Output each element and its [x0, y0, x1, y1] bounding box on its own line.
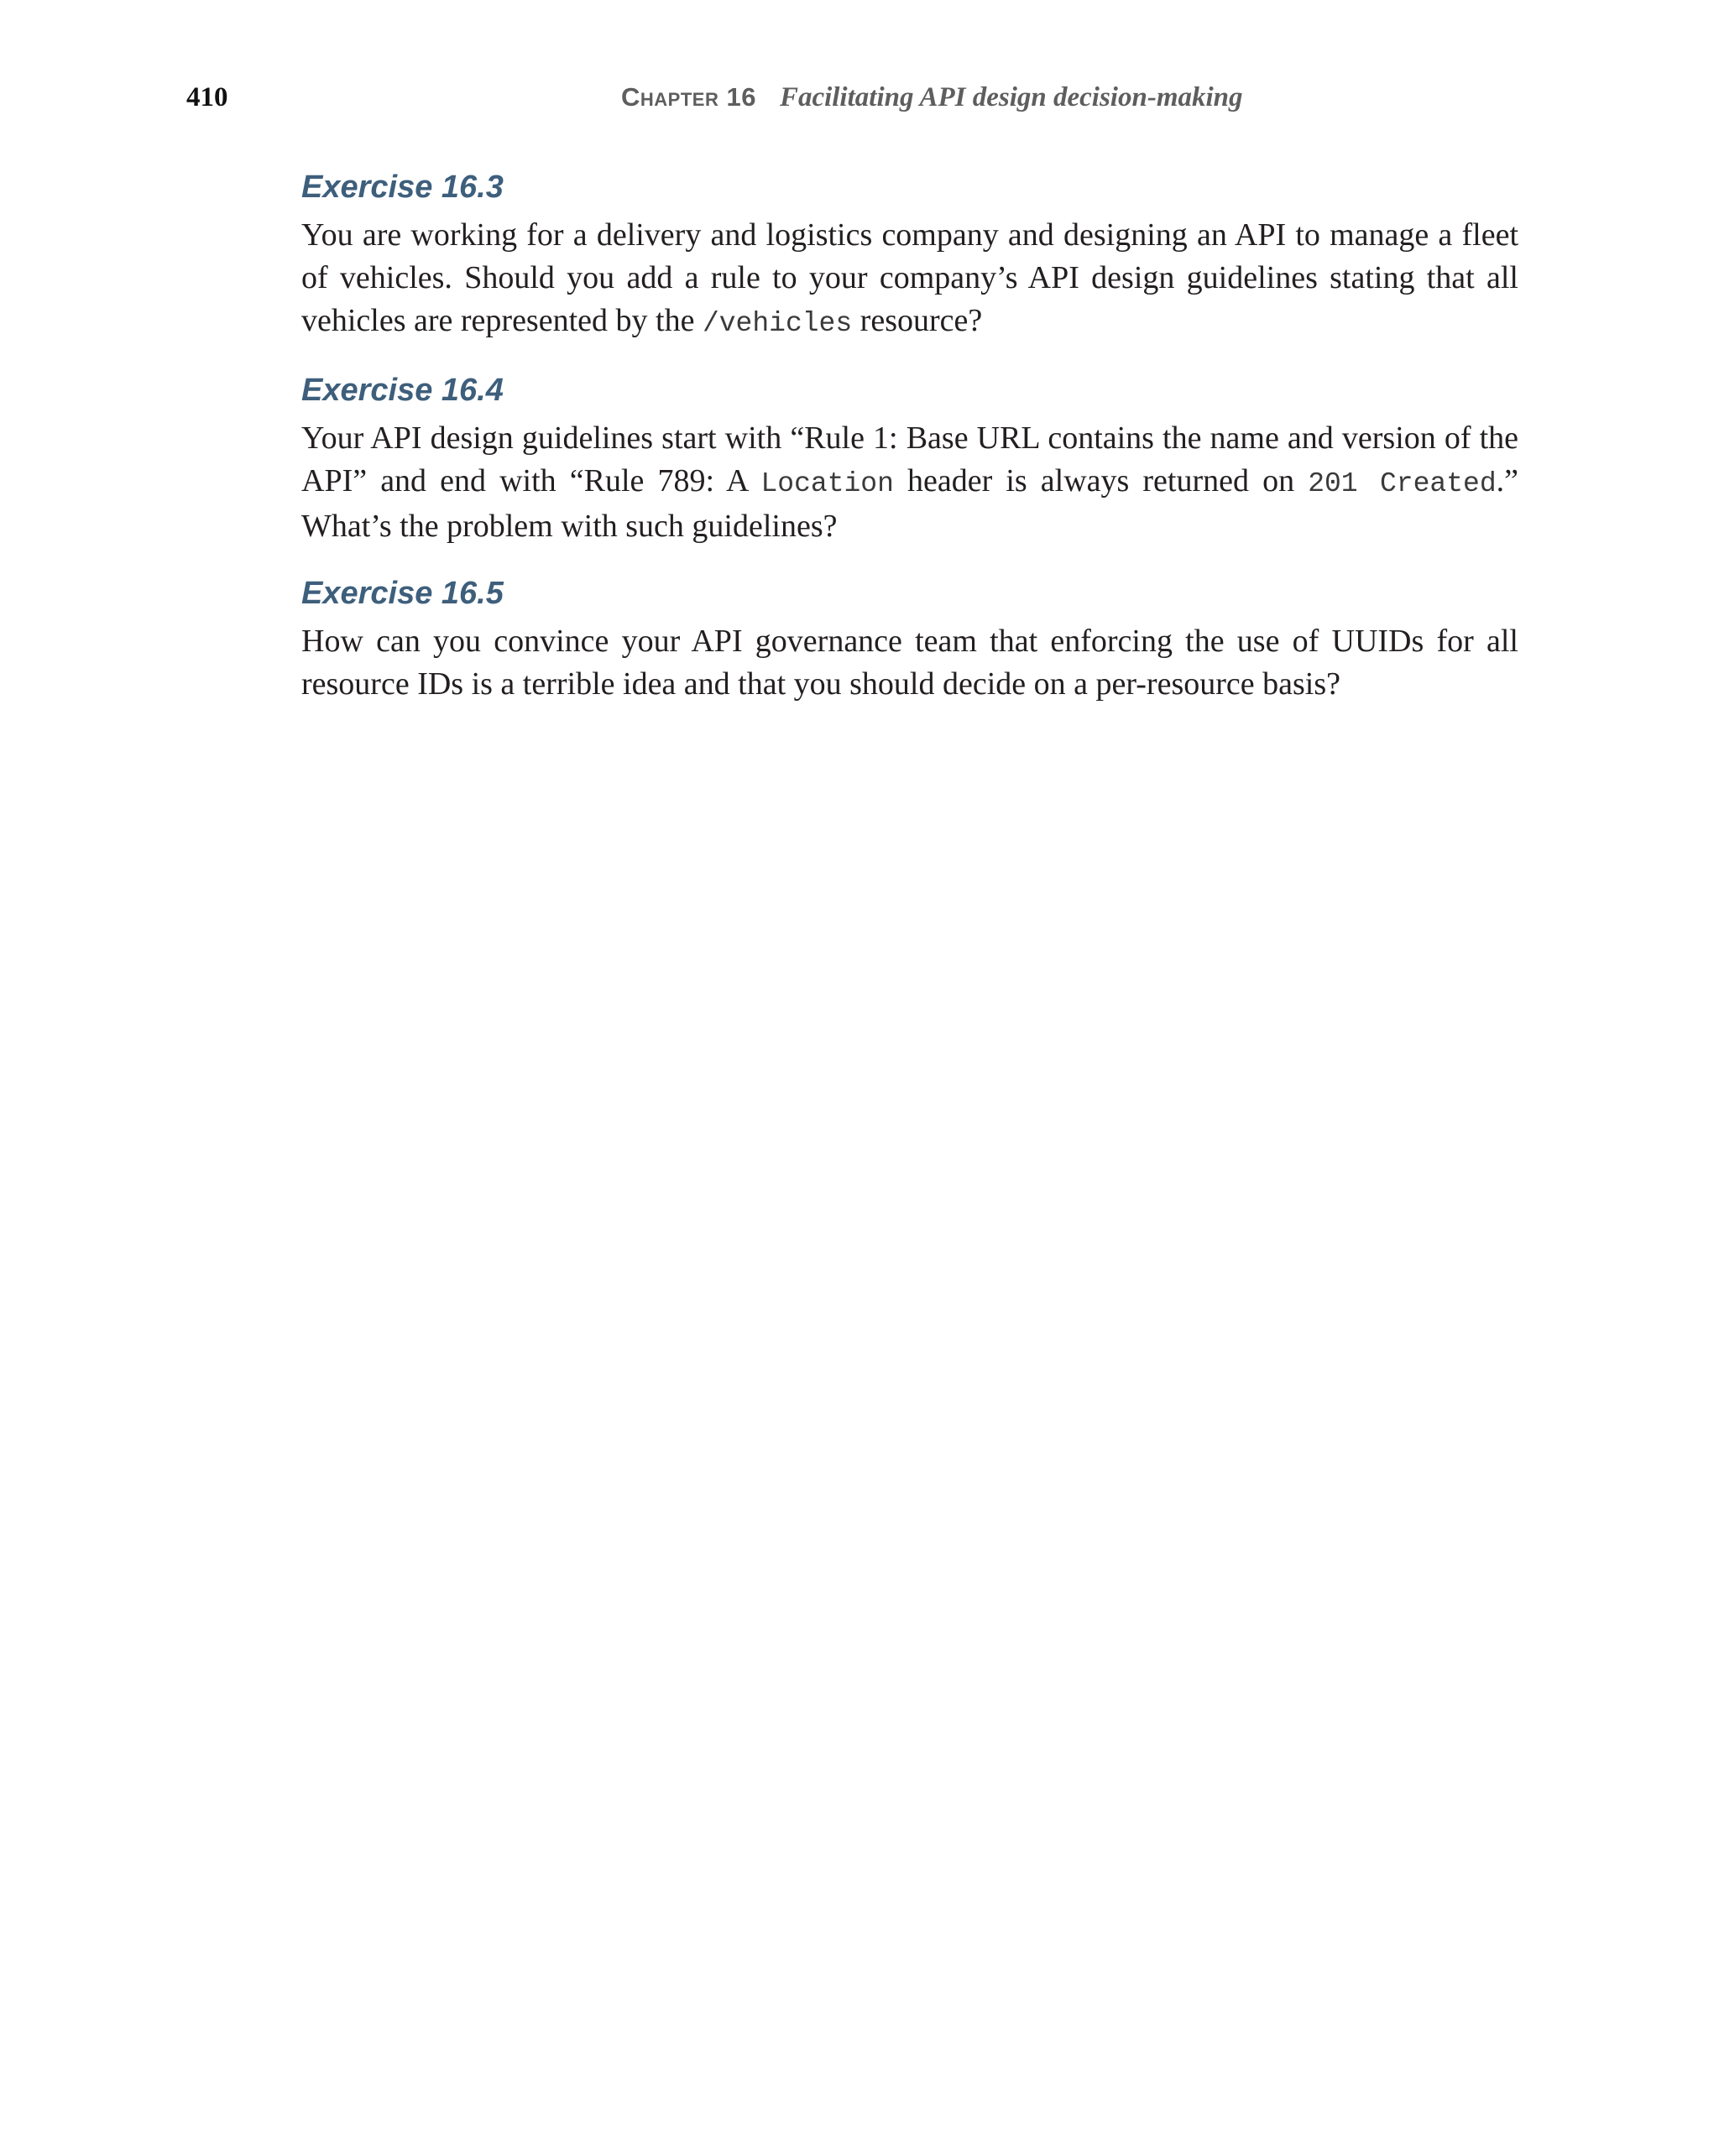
inline-code: /vehicles: [702, 308, 853, 339]
exercise-body: [301, 620, 1518, 706]
exercise-heading: Exercise 16.4: [301, 373, 504, 408]
exercise-body: [301, 214, 1518, 345]
running-head: [621, 81, 1243, 114]
inline-code: Location: [760, 468, 894, 499]
exercise-16-5: [301, 570, 1518, 706]
body-text: header is always returned on: [893, 463, 1309, 499]
inline-code: 201 Created: [1308, 468, 1497, 499]
body-text: resource?: [852, 303, 983, 338]
exercise-body: [301, 417, 1518, 548]
body-text: How can you convince your API governance team that enforcing the use of UUIDs for all resource IDs is a terrible idea and that you should decide on a per-resource basis?: [301, 624, 1518, 702]
page-number: 410: [186, 82, 228, 112]
page-content: [301, 164, 1518, 728]
body-text: .” What’s the problem with such guidelines?: [301, 463, 1519, 544]
exercise-16-4: [301, 367, 1518, 548]
chapter-title: Facilitating API design decision-making: [779, 82, 1243, 112]
body-text: Your API design guidelines start with “Rule 1: Base URL contains the name and version of the API” and end with “Rule 789: A: [301, 420, 1518, 499]
exercise-16-3: [301, 164, 1518, 345]
exercise-heading: Exercise 16.5: [301, 576, 504, 611]
body-text: You are working for a delivery and logistics company and designing an API to manage a fleet of vehicles. Should you add a rule to your company’s API design guidelines stating that all vehicles are represented by the: [301, 217, 1518, 338]
exercise-heading: Exercise 16.3: [301, 170, 504, 205]
chapter-label: Chapter 16: [621, 82, 756, 112]
